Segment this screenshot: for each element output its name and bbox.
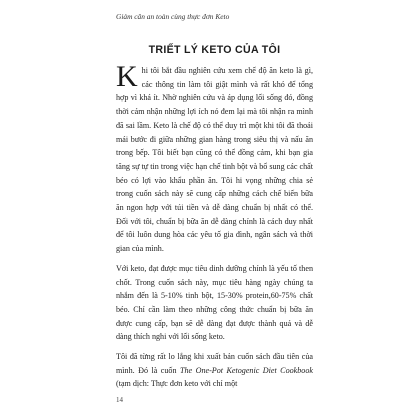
page-number: 14 [116, 396, 123, 404]
paragraph-3-text-before: Tôi đã từng rất lo lắng khi xuất bản cuốn sách đầu tiên của mình. Đó là cuốn [116, 352, 313, 375]
running-header: Giảm cân an toàn cùng thực đơn Keto [116, 12, 230, 21]
book-title: The One-Pot Ketogenic Diet Cookbook [180, 365, 313, 375]
chapter-title: TRIẾT LÝ KETO CỦA TÔI [148, 44, 281, 56]
paragraph-3 [116, 350, 313, 391]
paragraph-3-text-after: (tạm dịch: Thực đơn keto với chỉ một [116, 379, 238, 389]
drop-cap: K [116, 60, 138, 93]
paragraph-1-text: hi tôi bắt đầu nghiên cứu xem chế độ ăn keto là gì, các thông tin làm tôi giật mình và rất khó để tổng hợp vì khá ít. Nhờ nghiên cứu và áp dụng lối sống đó, đồng thời cảm nhận những lợi ích nó đem lại mà tôi nhận ra mình đã sai lầm. Keto là chế độ có thể duy trì một khi tôi đã thoải mái bước đi giữa những gian hàng trong siêu thị và nấu ăn trong bếp. Tôi biết bạn cũng có thể đồng cảm, khi bạn gia tăng sự tự tin trong việc hạn chế tinh bột và bổ sung các chất béo có lợi vào khẩu phần ăn. Tôi hi vọng những chia sẻ trong cuốn sách này sẽ cung cấp những cách chế biến bữa ăn ngon hợp với túi tiền và dễ dàng chuẩn bị nhất có thể. Đối với tôi, chuẩn bị bữa ăn dễ dàng chính là cách duy nhất để tôi luôn dung hòa các yêu tố gia đình, ngân sách và thời gian của mình. [116, 66, 313, 254]
body-text [116, 60, 313, 391]
paragraph-1 [116, 60, 313, 256]
paragraph-2: Với keto, đạt được mục tiêu dinh dưỡng chính là yếu tố then chốt. Trong cuốn sách này, mục tiêu hàng ngày chúng ta nhắm đến là 5-10% tinh bột, 15-30% protein,60-75% chất béo. Chỉ cần làm theo những công thức chuẩn bị bữa ăn được cung cấp, bạn sẽ dễ dàng đạt được thành quả và dễ dàng thích nghi với lối sống keto. [116, 263, 313, 342]
